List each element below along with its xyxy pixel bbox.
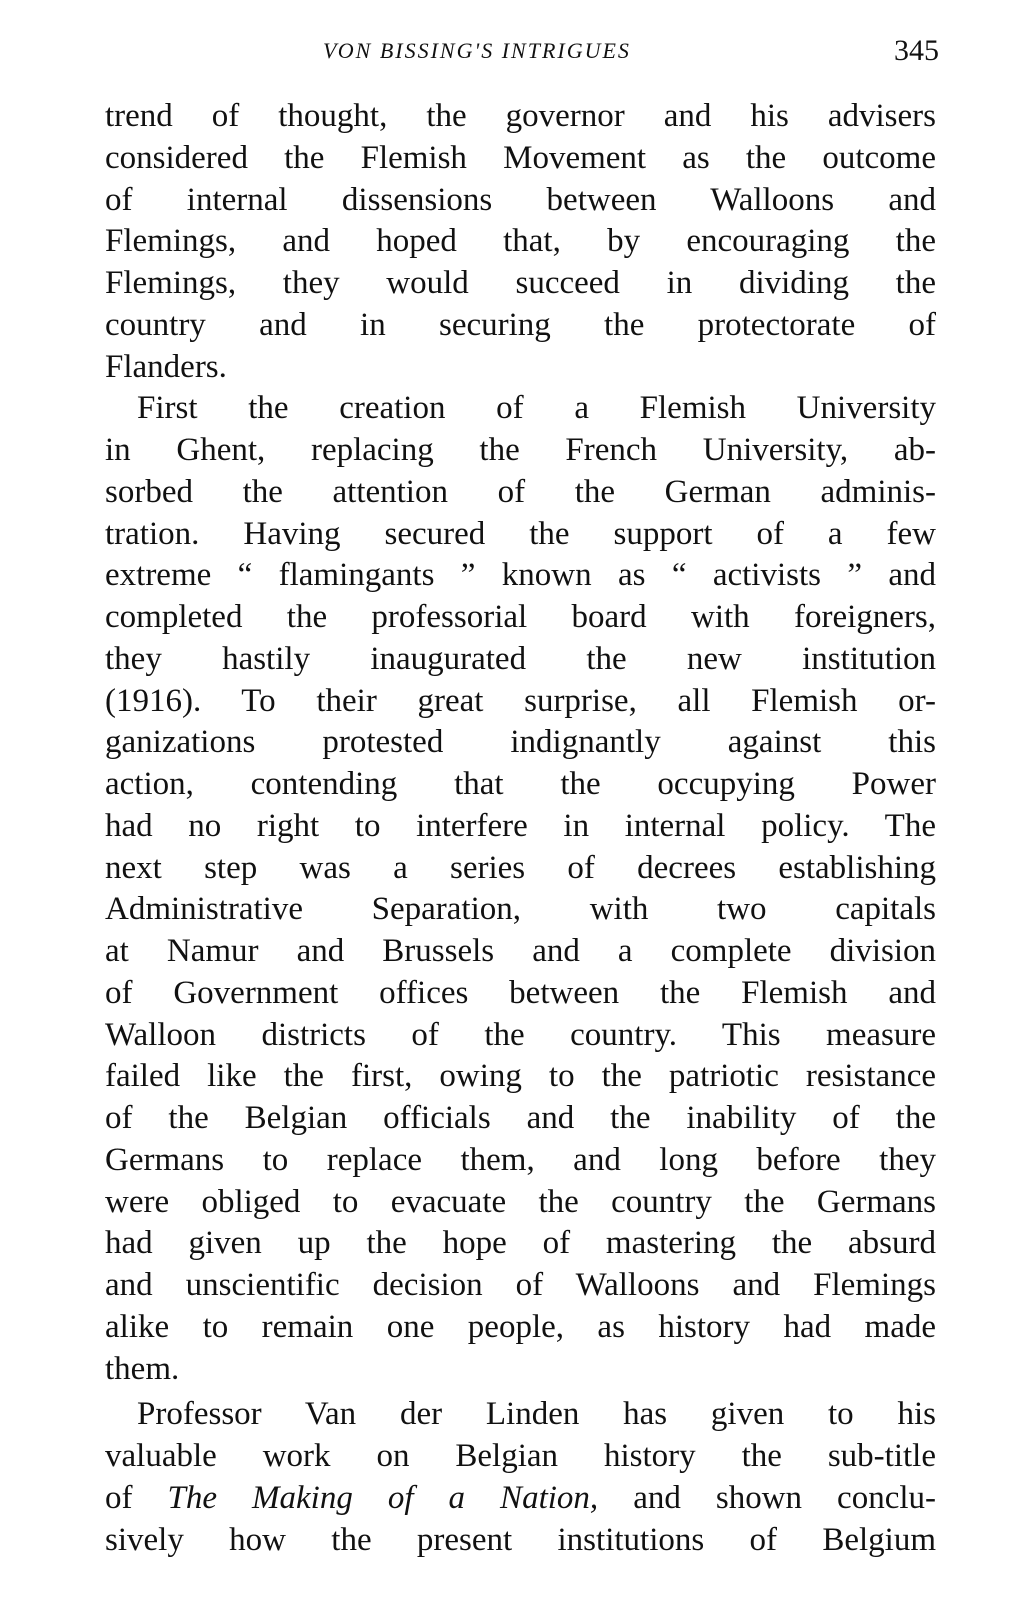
body-text xyxy=(105,96,936,1561)
text-line: considered the Flemish Movement as the outcome xyxy=(105,139,936,176)
paragraph-2 xyxy=(105,388,936,1390)
text-line: country and in securing the protectorate of xyxy=(105,306,936,343)
text-line: of Government offices between the Flemish and xyxy=(105,974,936,1011)
text-line: had no right to interfere in internal policy. The xyxy=(105,807,936,844)
text-line: Administrative Separation, with two capitals xyxy=(105,891,936,928)
text-line: they hastily inaugurated the new institution xyxy=(105,640,936,677)
text-line xyxy=(105,1478,936,1520)
text-line: them. xyxy=(105,1350,180,1387)
text-line: completed the professorial board with foreigners, xyxy=(105,599,936,635)
text-line: Flemings, and hoped that, by encouraging the xyxy=(105,223,936,260)
text-line: sively how the present institutions of Belgium xyxy=(105,1521,936,1558)
text-line: of the Belgian officials and the inability of the xyxy=(105,1100,936,1136)
paragraph-3 xyxy=(105,1394,936,1561)
text-line: failed like the first, owing to the patriotic resistance xyxy=(105,1058,936,1095)
text-line: Flemings, they would succeed in dividing the xyxy=(105,265,936,301)
text-line: at Namur and Brussels and a complete division xyxy=(105,933,936,969)
running-title: VON BISSING'S INTRIGUES xyxy=(323,38,631,63)
text-line: (1916). To their great surprise, all Flemish or- xyxy=(105,682,936,719)
text-line: ganizations protested indignantly against this xyxy=(105,724,936,761)
text-line: Professor Van der Linden has given to his xyxy=(137,1396,936,1433)
text-line: extreme “ flamingants ” known as “ activists ” and xyxy=(105,557,936,594)
text-line: Flanders. xyxy=(105,348,227,385)
text-line: of internal dissensions between Walloons and xyxy=(105,181,936,218)
book-title: The Making of a Nation, xyxy=(167,1479,599,1516)
text-span: of xyxy=(105,1479,168,1516)
text-line: tration. Having secured the support of a few xyxy=(105,515,936,552)
text-line: trend of thought, the governor and his advisers xyxy=(105,98,936,134)
text-span: and shown conclu- xyxy=(598,1479,936,1516)
text-line: action, contending that the occupying Power xyxy=(105,766,936,802)
running-head xyxy=(103,34,939,74)
text-line: next step was a series of decrees establishing xyxy=(105,849,936,886)
text-line: were obliged to evacuate the country the Germans xyxy=(105,1183,936,1220)
text-line: in Ghent, replacing the French University, ab- xyxy=(105,432,936,468)
text-line: had given up the hope of mastering the absurd xyxy=(105,1225,936,1262)
text-line: sorbed the attention of the German adminis- xyxy=(105,473,936,510)
text-line: and unscientific decision of Walloons and Flemings xyxy=(105,1267,936,1303)
text-line: valuable work on Belgian history the sub-title xyxy=(105,1438,936,1474)
text-line: alike to remain one people, as history had made xyxy=(105,1308,936,1345)
text-line: Germans to replace them, and long before they xyxy=(105,1141,936,1178)
paragraph-1 xyxy=(105,96,936,388)
page-number: 345 xyxy=(894,34,939,67)
text-line: Walloon districts of the country. This measure xyxy=(105,1016,936,1053)
text-line: First the creation of a Flemish University xyxy=(137,390,936,427)
